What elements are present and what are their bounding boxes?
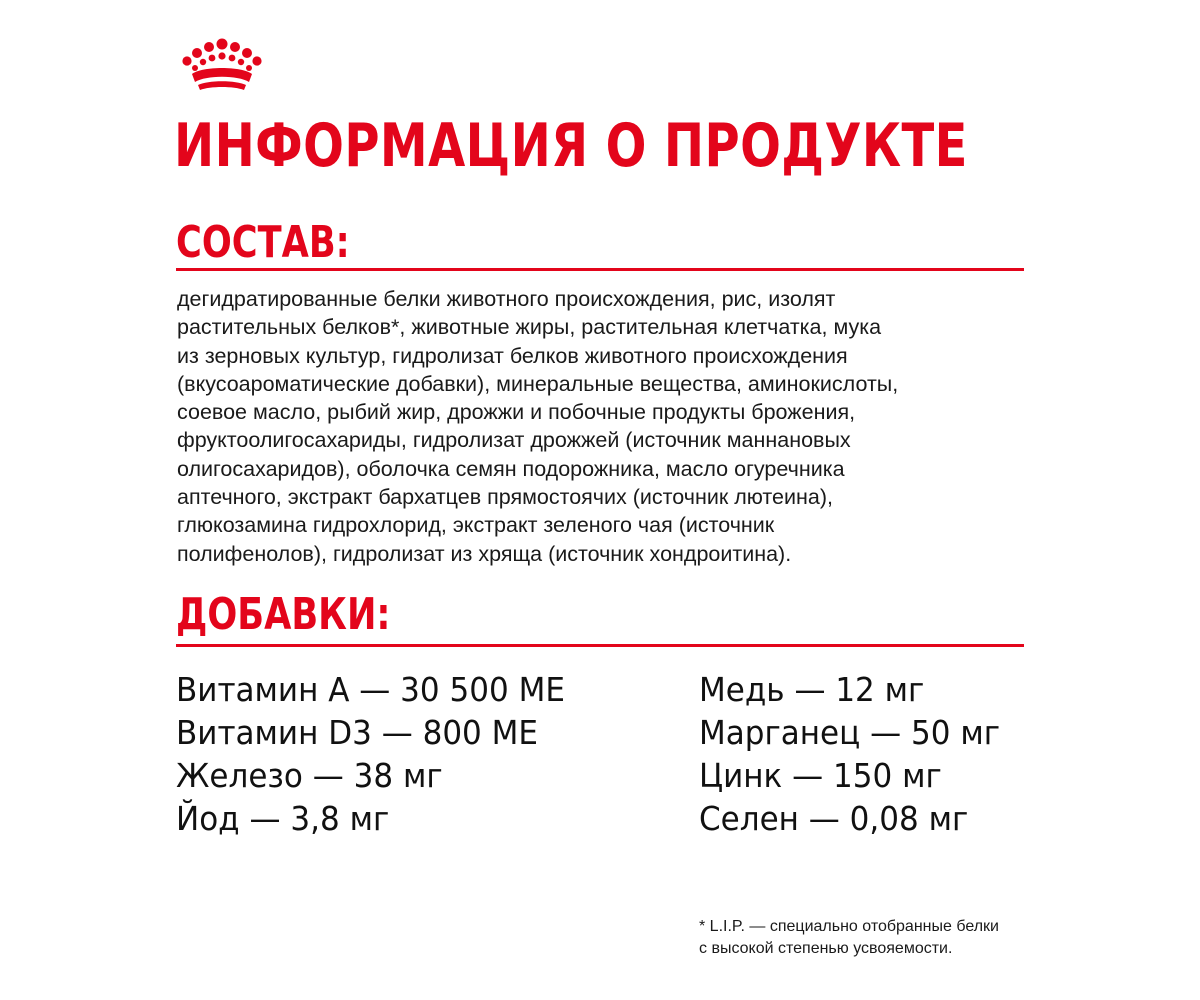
composition-line: соевое масло, рыбий жир, дрожжи и побочные продукты брожения, bbox=[177, 400, 856, 425]
composition-line: из зерновых культур, гидролизат белков животного происхождения bbox=[177, 343, 848, 368]
composition-line: олигосахаридов), оболочка семян подорожника, масло огуречника bbox=[177, 456, 845, 481]
additive-vitamin-d3: Витамин D3 — 800 МЕ bbox=[176, 713, 539, 752]
additive-copper: Медь — 12 мг bbox=[699, 670, 925, 709]
composition-line: глюкозамина гидрохлорид, экстракт зеленого чая (источник bbox=[177, 513, 775, 538]
footnote-line-1: * L.I.P. — специально отобранные белки bbox=[699, 918, 999, 935]
composition-divider bbox=[176, 268, 1024, 271]
additives-divider bbox=[176, 644, 1024, 647]
additive-zinc: Цинк — 150 мг bbox=[699, 756, 942, 795]
composition-line: дегидратированные белки животного происхождения, рис, изолят bbox=[177, 287, 836, 311]
additive-iodine: Йод — 3,8 мг bbox=[176, 799, 390, 838]
composition-line: (вкусоароматические добавки), минеральные вещества, аминокислоты, bbox=[177, 371, 899, 396]
composition-line: аптечного, экстракт бархатцев прямостоячих (источник лютеина), bbox=[177, 485, 833, 510]
page-title: ИНФОРМАЦИЯ О ПРОДУКТЕ bbox=[174, 111, 968, 181]
composition-line: растительных белков*, животные жиры, растительная клетчатка, мука bbox=[177, 315, 882, 340]
footnote bbox=[699, 916, 999, 960]
additive-manganese: Марганец — 50 мг bbox=[699, 713, 1001, 752]
composition-line: полифенолов), гидролизат из хряща (источник хондроитина). bbox=[177, 541, 792, 566]
crown-icon bbox=[178, 38, 266, 92]
composition-text bbox=[177, 285, 1037, 568]
footnote-line-2: с высокой степенью усвояемости. bbox=[699, 940, 953, 957]
additives-list-right bbox=[699, 668, 1019, 840]
composition-heading: СОСТАВ: bbox=[176, 217, 350, 268]
additives-heading: ДОБАВКИ: bbox=[176, 589, 391, 640]
additive-vitamin-a: Витамин А — 30 500 МЕ bbox=[176, 670, 565, 709]
additive-iron: Железо — 38 мг bbox=[176, 756, 443, 795]
composition-line: фруктоолигосахариды, гидролизат дрожжей (источник маннановых bbox=[177, 428, 851, 453]
additive-selenium: Селен — 0,08 мг bbox=[699, 799, 969, 838]
additives-list-left bbox=[176, 668, 590, 840]
